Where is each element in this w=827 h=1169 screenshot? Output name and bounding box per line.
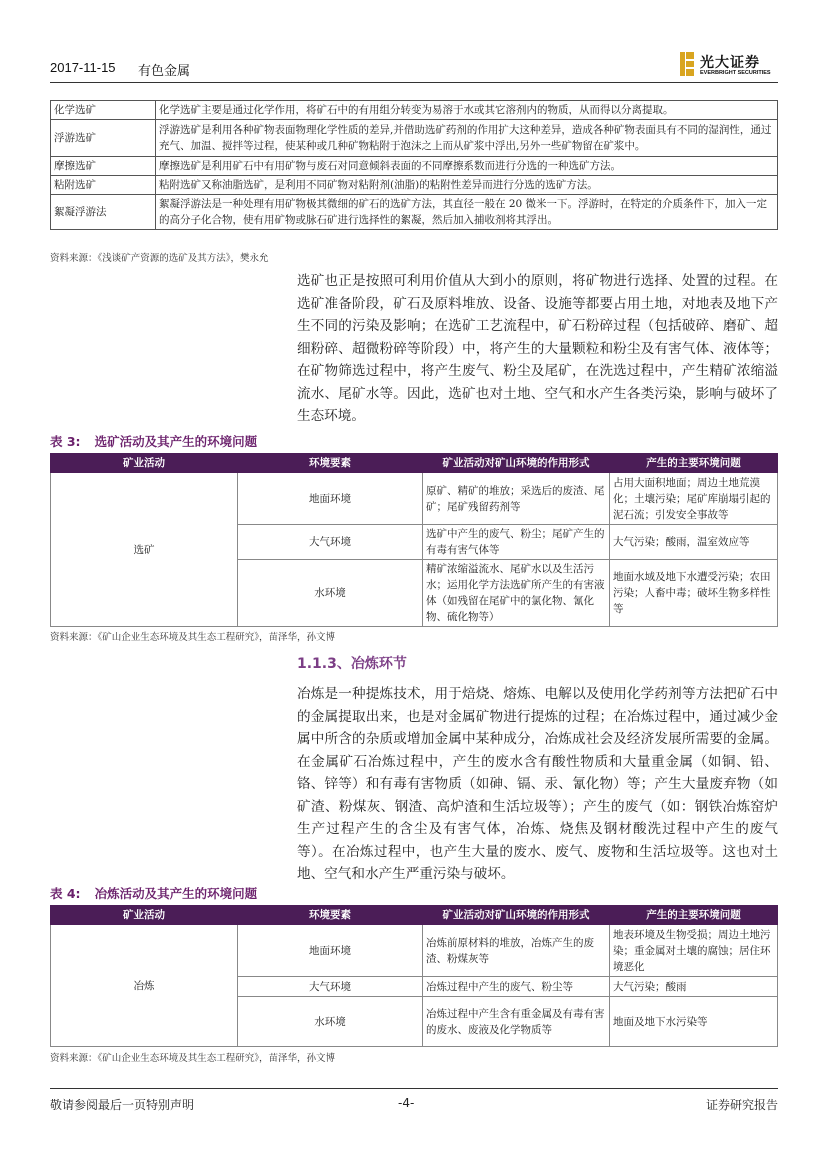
table-row — [51, 473, 778, 525]
table-number: 表 4: — [50, 886, 81, 901]
table-4 — [50, 905, 778, 1047]
method-desc: 浮游选矿是利用各种矿物表面物理化学性质的差异,并借助选矿药剂的作用扩大这种差异，造成各种矿物表面具有不同的湿润性，通过充气、加温、搅拌等过程，使某种或几种矿物粘附于泡沫之上而从矿浆中浮出,另外一些矿物留在矿浆中。 — [156, 120, 778, 157]
col-header: 环境要素 — [238, 454, 423, 473]
form-cell: 冶炼过程中产生的废气、粉尘等 — [423, 977, 610, 997]
element-cell: 水环境 — [238, 997, 423, 1047]
problem-cell: 占用大面积地面；周边土地荒漠化；土壤污染；尾矿库崩塌引起的泥石流；引发安全事故等 — [610, 473, 778, 525]
footer-rule — [50, 1088, 778, 1089]
method-desc: 絮凝浮游法是一种处理有用矿物极其微细的矿石的选矿方法，其直径一般在 20 微米一下。浮游时，在特定的介质条件下，加入一定的高分子化合物，使有用矿物或脉石矿进行选择性的絮凝，然后加入捕收剂将其浮出。 — [156, 195, 778, 230]
header-rule — [50, 82, 778, 83]
form-cell: 精矿浓缩溢流水、尾矿水以及生活污水；运用化学方法选矿所产生的有害液体（如残留在尾矿中的氯化物、氰化物、硫化物等） — [423, 560, 610, 627]
col-header: 矿业活动对矿山环境的作用形式 — [423, 906, 610, 925]
element-cell: 大气环境 — [238, 977, 423, 997]
methods-table — [50, 100, 778, 230]
table-row — [51, 925, 778, 977]
source-note: 资料来源：《矿山企业生态环境及其生态工程研究》，苗泽华，孙文博 — [50, 632, 336, 643]
method-desc: 化学选矿主要是通过化学作用，将矿石中的有用组分转变为易溶于水或其它溶剂内的物质，从而得以分离提取。 — [156, 101, 778, 120]
form-cell: 冶炼过程中产生含有重金属及有毒有害的废水、废液及化学物质等 — [423, 997, 610, 1047]
logo-text-en: EVERBRIGHT SECURITIES — [700, 70, 771, 76]
element-cell: 大气环境 — [238, 525, 423, 560]
method-desc: 摩擦选矿是利用矿石中有用矿物与废石对同意倾斜表面的不同摩擦系数而进行分选的一种选矿方法。 — [156, 157, 778, 176]
problem-cell: 地表环境及生物受损；周边土地污染；重金属对土壤的腐蚀；居住环境恶化 — [610, 925, 778, 977]
element-cell: 地面环境 — [238, 473, 423, 525]
body-paragraph: 选矿也正是按照可利用价值从大到小的原则，将矿物进行选择、处置的过程。在选矿准备阶段，矿石及原料堆放、设备、设施等都要占用土地，对地表及地下产生不同的污染及影响；在选矿工艺流程中，矿石粉碎过程（包括破碎、磨矿、超细粉碎、超微粉碎等阶段）中，将产生的大量颗粒和粉尘及有害气体、液体等；在矿物筛选过程中，将产生废气、粉尘及尾矿，在洗选过程中，产生精矿浓缩溢流水、尾矿水等。因此，选矿也对土地、空气和水产生各类污染，影响与破坏了生态环境。 — [297, 273, 778, 424]
method-name: 浮游选矿 — [51, 120, 156, 157]
method-name: 絮凝浮游法 — [51, 195, 156, 230]
table-caption: 选矿活动及其产生的环境问题 — [94, 434, 258, 449]
table-row — [51, 157, 778, 176]
col-header: 矿业活动对矿山环境的作用形式 — [423, 454, 610, 473]
col-header: 矿业活动 — [51, 906, 238, 925]
activity-cell: 选矿 — [51, 473, 238, 627]
table-title — [50, 432, 257, 450]
problem-cell: 大气污染；酸雨 — [610, 977, 778, 997]
report-type: 证券研究报告 — [705, 1098, 778, 1112]
element-cell: 地面环境 — [238, 925, 423, 977]
table-number: 表 3: — [50, 434, 81, 449]
table-header-row — [51, 454, 778, 473]
table-row — [51, 195, 778, 230]
form-cell: 选矿中产生的废气、粉尘；尾矿产生的有毒有害气体等 — [423, 525, 610, 560]
disclaimer-note: 敬请参阅最后一页特别声明 — [50, 1098, 195, 1112]
table-row — [51, 101, 778, 120]
col-header: 矿业活动 — [51, 454, 238, 473]
table-title — [50, 884, 257, 902]
company-logo — [680, 50, 780, 80]
table-row — [51, 176, 778, 195]
sector-name: 有色金属 — [138, 64, 191, 79]
problem-cell: 大气污染；酸雨，温室效应等 — [610, 525, 778, 560]
report-date: 2017-11-15 — [50, 60, 116, 75]
page-footer — [50, 1096, 778, 1116]
table-caption: 冶炼活动及其产生的环境问题 — [94, 886, 258, 901]
method-name: 粘附选矿 — [51, 176, 156, 195]
form-cell: 冶炼前原材料的堆放，冶炼产生的废渣、粉煤灰等 — [423, 925, 610, 977]
section-heading: 1.1.3、冶炼环节 — [297, 656, 407, 672]
method-name: 化学选矿 — [51, 101, 156, 120]
problem-cell: 地面水域及地下水遭受污染；农田污染；人畜中毒；破坏生物多样性等 — [610, 560, 778, 627]
method-desc: 粘附选矿又称油脂选矿，是利用不同矿物对粘附剂(油脂)的粘附性差异而进行分选的选矿方法。 — [156, 176, 778, 195]
logo-text: 光大证券 — [700, 55, 760, 71]
table-row — [51, 120, 778, 157]
page-number: -4- — [398, 1096, 415, 1110]
source-note: 资料来源：《矿山企业生态环境及其生态工程研究》，苗泽华，孙文博 — [50, 1053, 336, 1064]
element-cell: 水环境 — [238, 560, 423, 627]
table-3 — [50, 453, 778, 627]
source-note: 资料来源：《浅谈矿产资源的选矿及其方法》，樊永允 — [50, 253, 269, 264]
problem-cell: 地面及地下水污染等 — [610, 997, 778, 1047]
col-header: 产生的主要环境问题 — [610, 906, 778, 925]
page-header — [50, 56, 778, 78]
table-header-row — [51, 906, 778, 925]
body-paragraph: 冶炼是一种提炼技术，用于焙烧、熔炼、电解以及使用化学药剂等方法把矿石中的金属提取出来，也是对金属矿物进行提炼的过程；在冶炼过程中，通过减少金属中所含的杂质或增加金属中某种成分，冶炼成社会及经济发展所需要的金属。在金属矿石冶炼过程中，产生的废水含有酸性物质和大量重金属（如铜、铅、铬、锌等）和有毒有害物质（如砷、镉、汞、氰化物）等；产生大量废弃物（如矿渣、粉煤灰、钢渣、高炉渣和生活垃圾等）；产生的废气（如：钢铁冶炼窑炉生产过程产生的含尘及有害气体，冶炼、烧焦及钢材酸洗过程中产生的废气等）。在冶炼过程中，也产生大量的废水、废气、废物和生活垃圾等。这也对土地、空气和水产生严重污染与破坏。 — [297, 686, 778, 882]
col-header: 环境要素 — [238, 906, 423, 925]
form-cell: 原矿、精矿的堆放；采选后的废渣、尾矿；尾矿残留药剂等 — [423, 473, 610, 525]
col-header: 产生的主要环境问题 — [610, 454, 778, 473]
activity-cell: 冶炼 — [51, 925, 238, 1047]
logo-mark-icon — [680, 52, 694, 76]
method-name: 摩擦选矿 — [51, 157, 156, 176]
